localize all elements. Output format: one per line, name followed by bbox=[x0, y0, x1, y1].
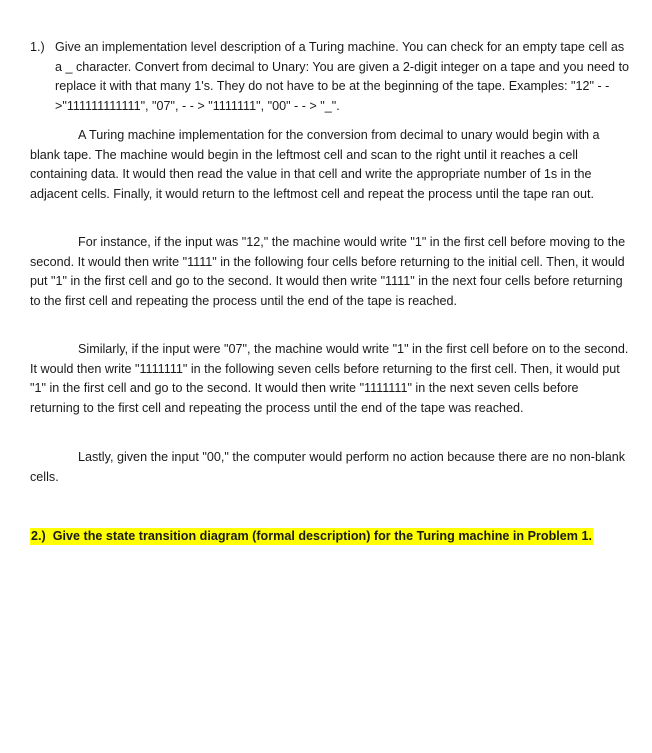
question-1-number: 1.) bbox=[30, 40, 45, 54]
question-2 bbox=[30, 527, 593, 546]
question-2-highlight bbox=[30, 528, 593, 545]
question-2-number: 2.) bbox=[31, 529, 46, 543]
answer-paragraph: Lastly, given the input "00," the computer would perform no action because there are no non-blank cells. bbox=[30, 450, 626, 484]
question-1-text: Give an implementation level description of a Turing machine. You can check for an empty tape cell as a _ character. Convert from decimal to Unary: You are given a 2-digit integer on a tape and you need to replace it with that many 1's. They do not have to be at the beginning of the tape. Examples: "12" - - >"111111111111", "07", - - > "1111111", "00" - - > "_". bbox=[55, 40, 630, 113]
question-2-text: Give the state transition diagram (formal description) for the Turing machine in Problem 1. bbox=[52, 529, 592, 543]
question-1 bbox=[30, 38, 630, 116]
answer-paragraph: A Turing machine implementation for the conversion from decimal to unary would begin with a blank tape. The machine would begin in the leftmost cell and scan to the right until it reaches a cell containing data. It would then read the value in that cell and write the appropriate number of 1s in the adjacent cells. Finally, it would return to the leftmost cell and repeat the process until the tape ran out. bbox=[30, 128, 600, 201]
answer-paragraph: Similarly, if the input were "07", the machine would write "1" in the first cell before on to the second. It would then write "1111111" in the following seven cells before returning to the first cell. Then, it would put "1" in the first cell and go to the second. It would then write "1111111" in the next seven cells before returning to the first cell and repeating the process until the end of the tape was reached. bbox=[30, 342, 629, 415]
answer-paragraph: For instance, if the input was "12," the machine would write "1" in the first cell before moving to the second. It would then write "1111" in the following four cells before returning to the initial cell. Then, it would put "1" in the first cell and go to the second. It would then write "1111" in the next four cells before returning to the first cell and repeating the process until the end of the tape is reached. bbox=[30, 235, 626, 308]
